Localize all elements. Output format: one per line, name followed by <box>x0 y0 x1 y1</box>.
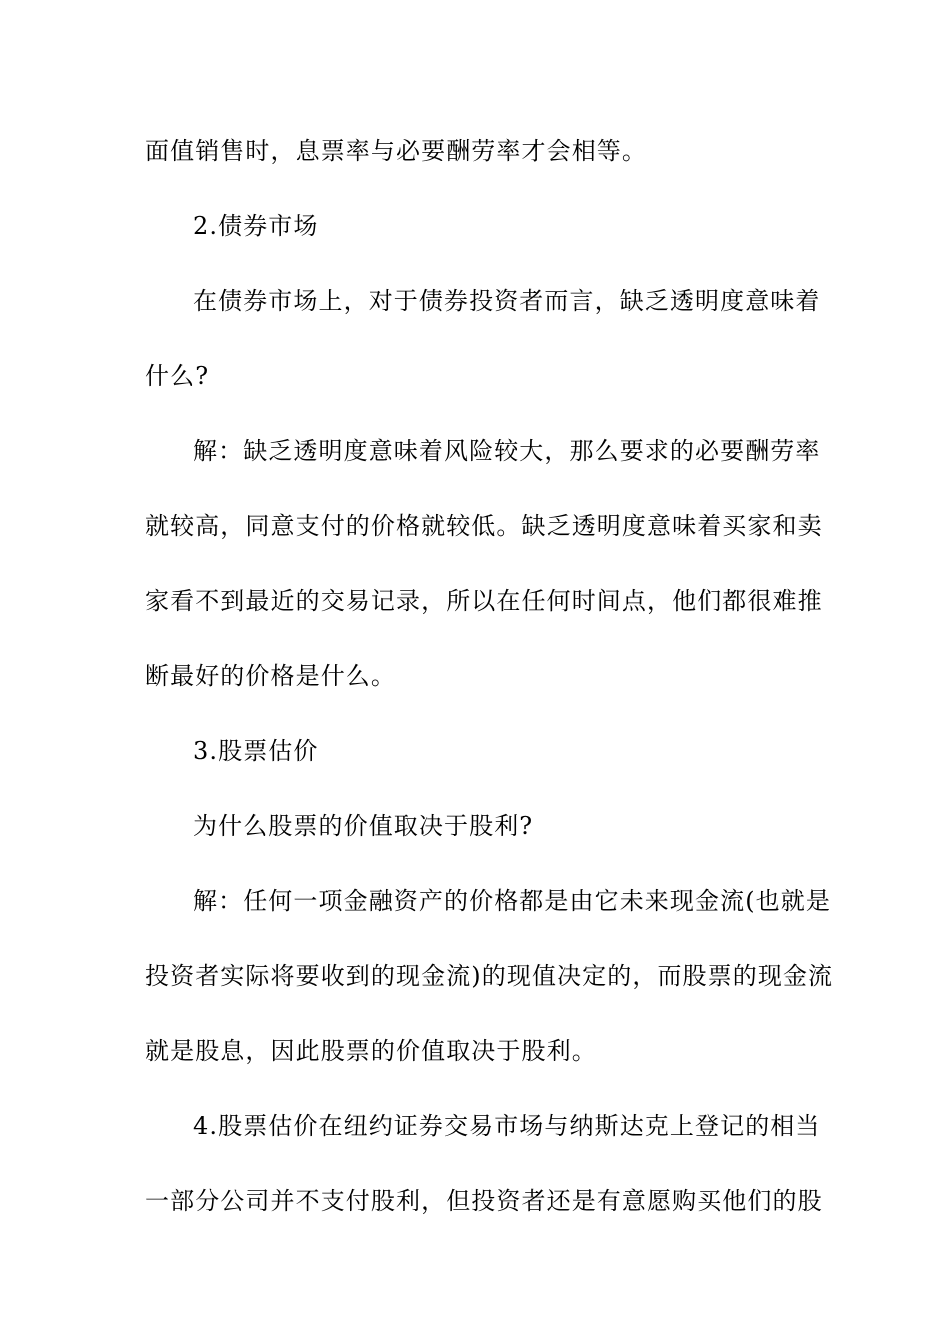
question-text: 在债券市场上，对于债券投资者而言，缺乏透明度意味着 <box>193 287 821 315</box>
section-heading: 3.股票估价 <box>193 737 319 765</box>
section-heading: 2.债券市场 <box>193 212 319 240</box>
text-line: 面值销售时，息票率与必要酬劳率才会相等。 <box>145 137 647 165</box>
text-line: 一部分公司并不支付股利，但投资者还是有意愿购买他们的股 <box>145 1187 823 1215</box>
question-text: 什么? <box>145 362 210 390</box>
section-heading: 4.股票估价在纽约证券交易市场与纳斯达克上登记的相当 <box>193 1112 821 1140</box>
answer-text: 投资者实际将要收到的现金流)的现值决定的，而股票的现金流 <box>145 962 834 990</box>
answer-text: 解：缺乏透明度意味着风险较大，那么要求的必要酬劳率 <box>193 437 821 465</box>
answer-text: 断最好的价格是什么。 <box>145 662 396 690</box>
answer-text: 解：任何一项金融资产的价格都是由它未来现金流(也就是 <box>193 887 831 915</box>
answer-text: 就是股息，因此股票的价值取决于股利。 <box>145 1037 597 1065</box>
question-text: 为什么股票的价值取决于股利? <box>193 812 534 840</box>
answer-text: 家看不到最近的交易记录，所以在任何时间点，他们都很难推 <box>145 587 823 615</box>
answer-text: 就较高，同意支付的价格就较低。缺乏透明度意味着买家和卖 <box>145 512 823 540</box>
